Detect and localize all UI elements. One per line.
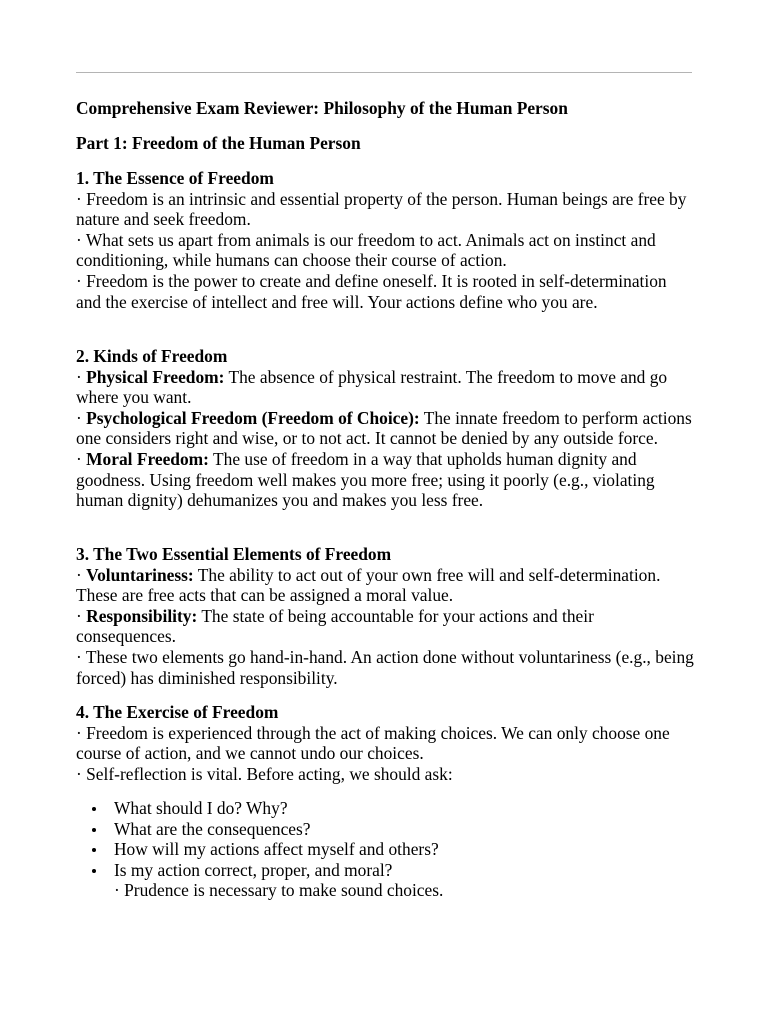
item-text: These two elements go hand-in-hand. An action done without voluntariness (e.g., being forced) has diminished responsibility. <box>76 646 694 688</box>
term-label: Moral Freedom: <box>86 448 209 469</box>
term-label: Responsibility: <box>86 605 198 626</box>
item-text: The state of being accountable for your actions and their consequences. <box>76 605 594 647</box>
bullet-mark: · <box>76 605 87 626</box>
bullet-mark: · <box>76 270 87 291</box>
section-heading: 4. The Exercise of Freedom <box>76 702 279 722</box>
bullet-dot-icon <box>92 807 96 811</box>
list-item <box>76 230 696 271</box>
bullet-mark: · <box>76 722 87 743</box>
item-text: The innate freedom to perform actions one considers right and wise, or to not act. It cannot be denied by any outside force. <box>76 407 692 449</box>
list-item <box>76 367 696 408</box>
list-item <box>76 189 696 230</box>
bullet-dot-icon <box>92 828 96 832</box>
list-item <box>76 408 696 449</box>
term-label: Physical Freedom: <box>86 366 225 387</box>
bullet-mark: · <box>76 646 86 667</box>
list-item <box>76 819 696 840</box>
bullet-mark: · <box>76 366 87 387</box>
question-text: Is my action correct, proper, and moral? <box>114 859 393 880</box>
bullet-dot-icon <box>92 848 96 852</box>
part-title: Part 1: Freedom of the Human Person <box>76 133 361 153</box>
term-label: Voluntariness: <box>86 564 194 585</box>
bullet-mark: · <box>76 763 87 784</box>
list-item <box>76 271 696 312</box>
bullet-mark: · <box>76 448 87 469</box>
reflection-questions-list <box>76 798 696 901</box>
item-text: The absence of physical restraint. The freedom to move and go where you want. <box>76 366 668 408</box>
list-item <box>76 860 696 881</box>
section-heading: 1. The Essence of Freedom <box>76 168 274 188</box>
term-label: Psychological Freedom (Freedom of Choice): <box>86 407 420 428</box>
list-item <box>76 723 696 764</box>
question-text: What should I do? Why? <box>114 798 288 818</box>
section-essential-elements <box>76 544 696 688</box>
list-item <box>76 565 696 606</box>
section-heading: 3. The Two Essential Elements of Freedom <box>76 544 392 564</box>
list-item <box>76 839 696 860</box>
bullet-mark: · <box>76 564 87 585</box>
horizontal-rule <box>76 72 692 73</box>
item-text: The use of freedom in a way that upholds human dignity and goodness. Using freedom well makes you more free; using it poorly (e.g., violating human dignity) dehumanizes you and makes you less free. <box>76 448 655 511</box>
item-text: Freedom is an intrinsic and essential property of the person. Human beings are free by nature and seek freedom. <box>76 188 687 230</box>
section-essence-of-freedom <box>76 168 696 312</box>
item-text: Self-reflection is vital. Before acting, we should ask: <box>86 763 453 784</box>
list-item <box>76 647 696 688</box>
bullet-mark: · <box>76 188 87 209</box>
item-text: What sets us apart from animals is our freedom to act. Animals act on instinct and conditioning, while humans can choose their course of action. <box>76 229 656 271</box>
section-kinds-of-freedom <box>76 346 696 511</box>
document-title: Comprehensive Exam Reviewer: Philosophy of the Human Person <box>76 98 568 118</box>
section-heading: 2. Kinds of Freedom <box>76 346 228 366</box>
closing-note: · Prudence is necessary to make sound choices. <box>114 880 444 901</box>
bullet-mark: · <box>76 407 87 428</box>
bullet-dot-icon <box>92 869 96 873</box>
list-item <box>76 606 696 647</box>
bullet-mark: · <box>76 229 86 250</box>
item-text: Freedom is experienced through the act of making choices. We can only choose one course of action, and we cannot undo our choices. <box>76 722 670 764</box>
item-text: The ability to act out of your own free will and self-determination. These are free acts that can be assigned a moral value. <box>76 564 661 606</box>
list-item <box>76 449 696 511</box>
item-text: Freedom is the power to create and define oneself. It is rooted in self-determination and the exercise of intellect and free will. Your actions define who you are. <box>76 270 667 312</box>
question-text: What are the consequences? <box>114 818 311 839</box>
list-item <box>76 764 696 785</box>
question-text: How will my actions affect myself and others? <box>114 839 439 860</box>
list-item <box>76 798 696 819</box>
section-exercise-of-freedom <box>76 702 696 784</box>
